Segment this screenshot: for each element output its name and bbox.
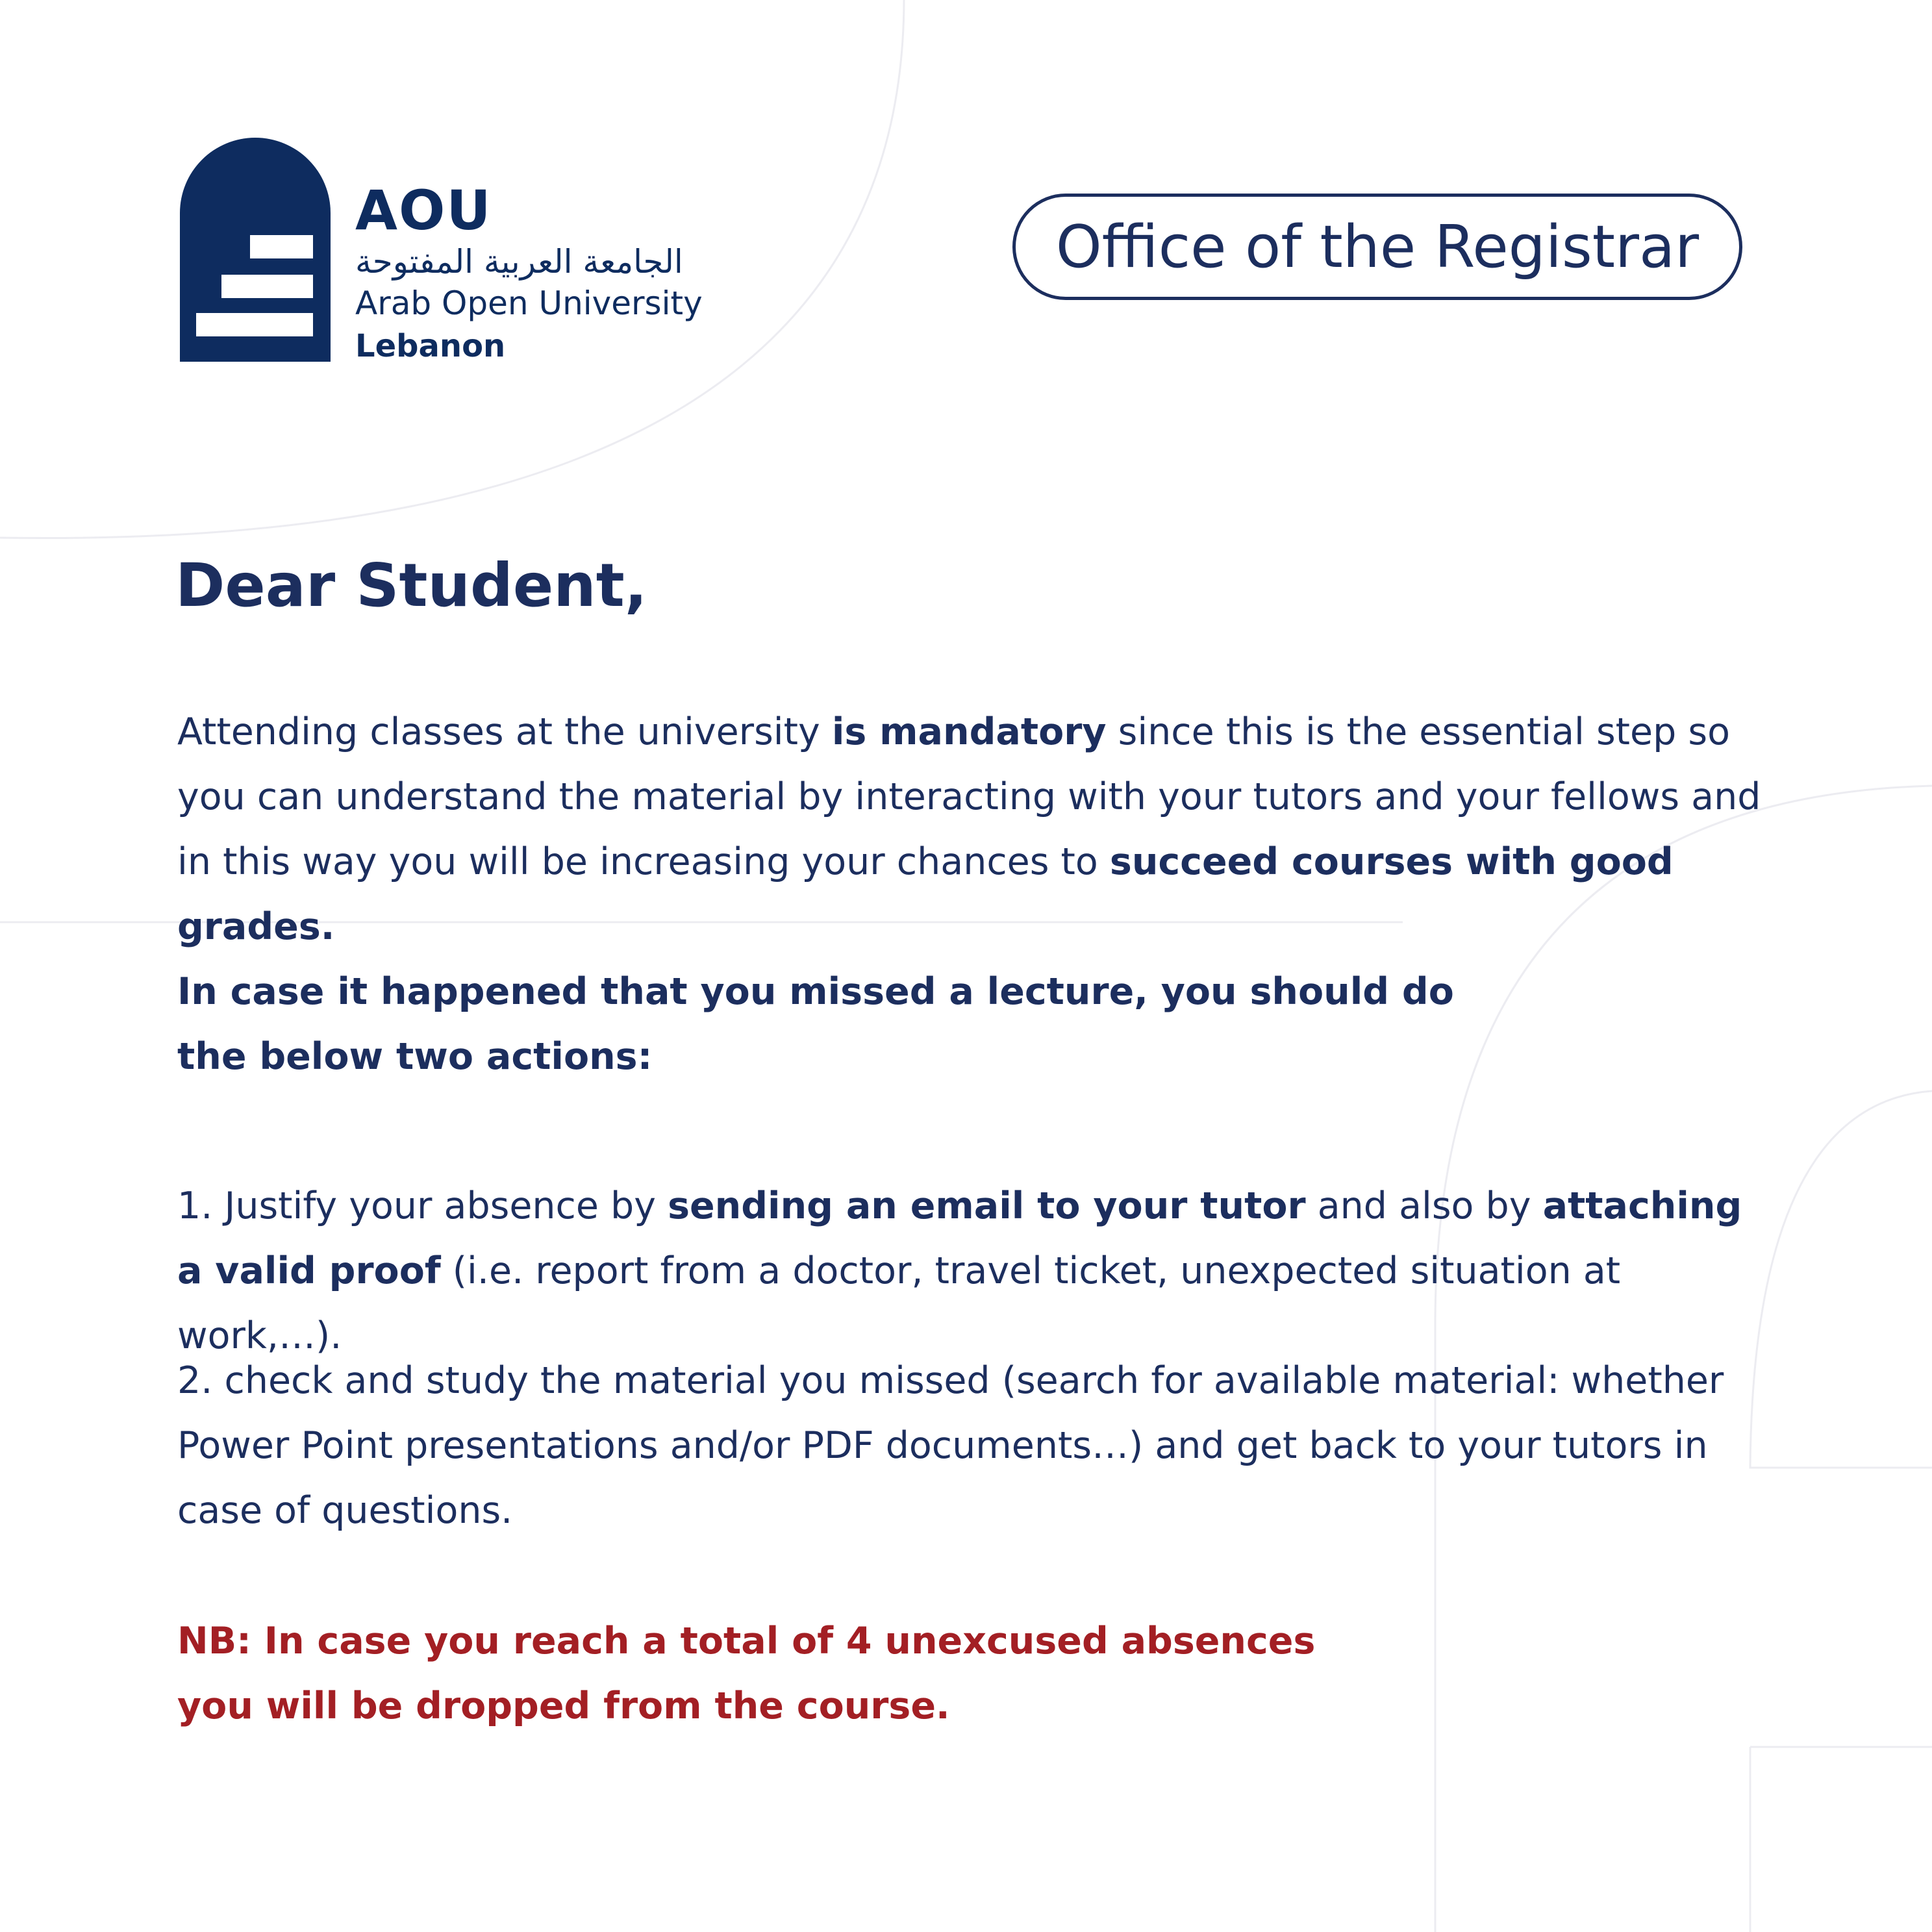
intro-bold-succeed: succeed courses with good grades. (177, 840, 1674, 948)
action-one-text-2: and also by (1305, 1185, 1543, 1227)
nb-warning (177, 1609, 1476, 1738)
aou-logo-mark-icon (180, 138, 331, 362)
action-one-bold-email: sending an email to your tutor (668, 1185, 1306, 1227)
nb-line-1: NB: In case you reach a total of 4 unexcused absences (177, 1620, 1316, 1662)
logo-abbreviation: AOU (355, 179, 492, 242)
nb-line-2: you will be dropped from the course. (177, 1685, 950, 1727)
intro-text-1: Attending classes at the university (177, 710, 832, 753)
logo-wordmark (355, 179, 703, 369)
missed-lecture-paragraph (177, 959, 1606, 1089)
missed-lecture-line-1: In case it happened that you missed a lecture, you should do (177, 970, 1454, 1013)
logo-arabic-name: الجامعة العربية المفتوحة (355, 243, 683, 281)
action-one-paragraph (177, 1173, 1762, 1368)
intro-text-2: since this is the essential step so you can understand the material by interacting with your tutors and your fellows and in this way you will be increasing your chances to (177, 710, 1761, 883)
office-badge: Office of the Registrar (1012, 194, 1742, 300)
missed-lecture-line-2: the below two actions: (177, 1035, 653, 1078)
intro-paragraph (177, 699, 1762, 959)
action-one-text-1: 1. Justify your absence by (177, 1185, 668, 1227)
action-two-paragraph: 2. check and study the material you missed (search for available material: whether Power Point presentations and/or PDF documents…) and get back to your tutors in case of questions. (177, 1359, 1724, 1532)
intro-bold-mandatory: is mandatory (831, 710, 1107, 753)
logo-english-name: Arab Open University (355, 284, 703, 322)
action-one-bold-proof: attaching a valid proof (177, 1185, 1742, 1292)
logo-country: Lebanon (355, 328, 506, 364)
greeting-heading: Dear Student, (175, 551, 647, 620)
university-logo (180, 138, 751, 371)
action-one-text-3: (i.e. report from a doctor, travel ticket, unexpected situation at work,…). (177, 1249, 1621, 1357)
